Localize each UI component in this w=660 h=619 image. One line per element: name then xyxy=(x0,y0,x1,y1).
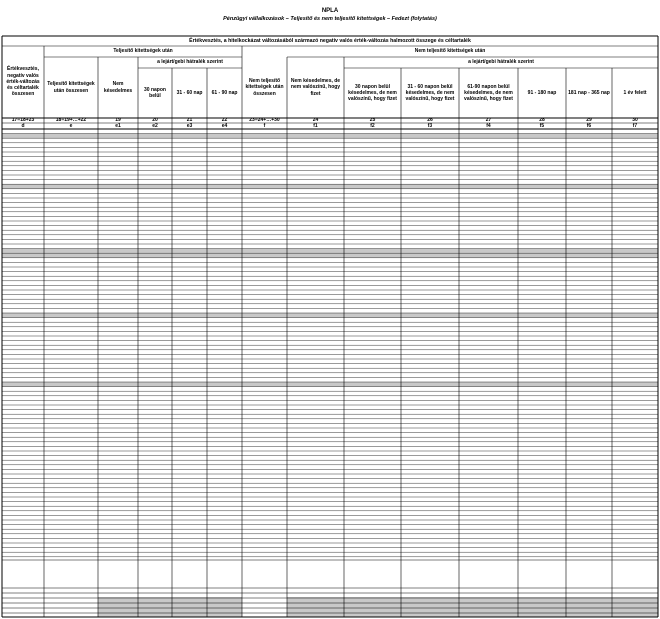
column-code-14: 30 xyxy=(632,118,638,123)
column-letter-12: f5 xyxy=(539,123,545,129)
column-letter-10: f3 xyxy=(427,123,433,129)
column-header-2: Teljesítő kitettségek után összesen xyxy=(47,81,95,94)
header-top: Értékvesztés, a hitelkockázat változásából származó negatív valós érték-változás halmozott összege és céltartalék xyxy=(189,37,471,44)
column-header-11: 61-90 napon belül késedelmes, de nem valószínű, hogy fizet xyxy=(464,83,513,103)
header-perf-overdue: a lejárt/gebi hátralék szerint xyxy=(157,59,223,66)
column-letter-3: e1 xyxy=(115,123,121,129)
header-nonperf-overdue: a lejárt/gebi hátralék szerint xyxy=(468,59,534,66)
column-header-1: Értékvesztés, negatív valós érték-változás és céltartalék összesen xyxy=(6,66,40,98)
header-performing-group: Teljesítő kitettségek után xyxy=(113,48,173,55)
column-letter-4: e2 xyxy=(152,123,158,129)
column-code-4: 20 xyxy=(152,118,158,123)
column-header-7: Nem teljesítő kitettségek után összesen xyxy=(245,78,284,97)
column-letter-14: f7 xyxy=(632,123,638,129)
column-letter-6: e4 xyxy=(221,123,228,129)
column-code-7: 23=24+…+30 xyxy=(249,118,280,123)
column-letter-13: f6 xyxy=(586,123,592,129)
column-code-5: 21 xyxy=(186,118,193,123)
column-code-6: 22 xyxy=(221,118,228,123)
column-header-6: 61 - 90 nap xyxy=(211,89,238,96)
column-header-14: 1 év felett xyxy=(623,89,647,96)
document-subtitle: Pénzügyi vállalkozások – Teljesítő és nem teljesítő kitettségek – Fedezt (folytatás) xyxy=(223,16,437,22)
column-code-10: 26 xyxy=(427,118,433,123)
column-header-4: 30 napon belül xyxy=(144,86,166,99)
column-code-9: 25 xyxy=(369,118,376,123)
column-letter-9: f2 xyxy=(370,123,375,129)
column-header-13: 181 nap - 365 nap xyxy=(568,89,610,96)
column-code-13: 29 xyxy=(586,118,592,123)
column-letter-1: d xyxy=(21,123,25,129)
column-letter-7: f xyxy=(263,123,266,129)
column-header-9: 30 napon belül késedelmes, de nem valószínű, hogy fizet xyxy=(348,83,397,103)
column-code-8: 24 xyxy=(312,118,319,123)
column-header-8: Nem késedelmes, de nem valószínű, hogy fizet xyxy=(290,78,341,97)
column-header-3: Nem késedelmes xyxy=(103,81,133,94)
column-header-12: 91 - 180 nap xyxy=(527,89,557,96)
column-letter-8: f1 xyxy=(313,123,318,129)
column-letter-5: e3 xyxy=(186,123,193,129)
column-code-3: 19 xyxy=(115,118,121,123)
column-code-12: 28 xyxy=(539,118,545,123)
column-letter-2: e xyxy=(69,123,73,129)
header-nonperforming-group: Nem teljesítő kitettségek után xyxy=(414,48,486,55)
document-title: NPLA xyxy=(321,8,339,14)
column-code-11: 27 xyxy=(485,118,492,123)
column-code-1: 17=18+23 xyxy=(11,118,35,123)
column-code-2: 18=19+…+22 xyxy=(55,118,87,123)
column-header-10: 31 - 60 napon belül késedelmes, de nem valószínű, hogy fizet xyxy=(405,83,455,103)
column-header-5: 31 - 60 nap xyxy=(176,89,203,96)
column-letter-11: f4 xyxy=(486,123,491,129)
